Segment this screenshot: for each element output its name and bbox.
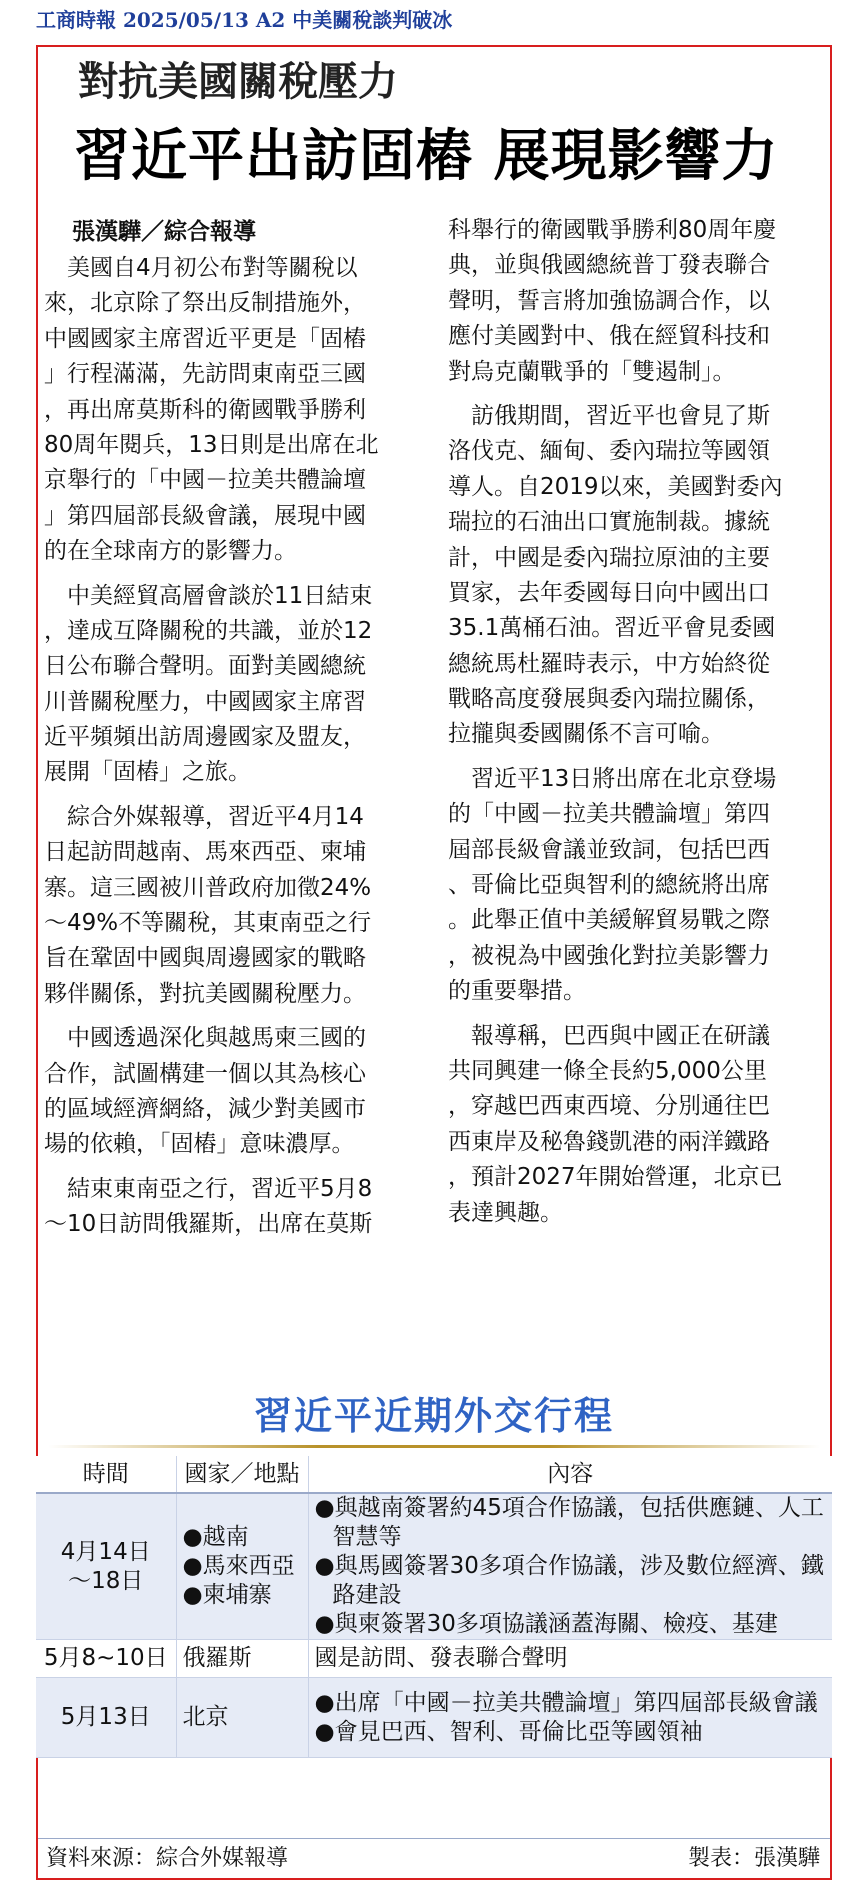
row-content	[308, 1493, 832, 1640]
place-item: 北京	[182, 1704, 229, 1730]
masthead: 工商時報 2025/05/13 A2 中美關稅談判破冰	[36, 8, 453, 32]
text-line: 日起訪問越南、馬來西亞、柬埔	[44, 839, 366, 866]
title-rule	[48, 1445, 820, 1448]
text-line: 表達興趣。	[448, 1199, 563, 1226]
kicker: 對抗美國關稅壓力	[78, 59, 398, 105]
text-line: 夥伴關係，對抗美國關稅壓力。	[44, 980, 366, 1007]
row-content	[308, 1640, 832, 1678]
paragraph	[44, 1021, 392, 1163]
paragraph-gap	[448, 1010, 796, 1019]
text-line: 合作，試圖構建一個以其為核心	[44, 1060, 366, 1087]
text-line: 旨在鞏固中國與周邊國家的戰略	[44, 945, 366, 972]
content-item: ●與柬簽署30多項協議涵蓋海關、檢疫、基建	[314, 1611, 778, 1637]
text-line: 中國透過深化與越馬柬三國的	[67, 1025, 366, 1052]
text-line: 買家，去年委國每日向中國出口	[448, 579, 770, 606]
content-item: ●會見巴西、智利、哥倫比亞等國領袖	[314, 1718, 703, 1745]
content-item: ●與馬國簽署30多項合作協議，涉及數位經濟、鐵路建設	[314, 1553, 824, 1608]
place-item: ●馬來西亞	[182, 1553, 295, 1579]
table-credit: 製表：張漢驊	[687, 1846, 820, 1871]
paragraph-gap	[448, 390, 796, 399]
date-text: 5月13日	[60, 1704, 151, 1730]
source-note: 資料來源：綜合外媒報導	[46, 1846, 289, 1871]
table-row	[36, 1678, 832, 1758]
text-line: 場的依賴，「固樁」意味濃厚。	[44, 1131, 355, 1158]
text-line: ，預計2027年開始營運，北京已	[448, 1164, 783, 1191]
text-line: 拉攏與委國關係不言可喻。	[448, 721, 724, 748]
paragraph	[448, 213, 796, 390]
text-line: 美國自4月初公布對等關稅以	[67, 255, 358, 281]
paragraph	[44, 579, 392, 791]
content-item: ●出席「中國－拉美共體論壇」第四屆部長級會議	[314, 1689, 818, 1716]
text-line: 川普關稅壓力，中國國家主席習	[44, 688, 366, 715]
paragraph-gap	[44, 1012, 392, 1021]
text-line: 來，北京除了祭出反制措施外，	[44, 290, 366, 317]
row-date	[36, 1678, 176, 1758]
paragraph	[448, 399, 796, 753]
text-line: 應付美國對中、俄在經貿科技和	[448, 323, 770, 350]
text-line: 寨。這三國被川普政府加徵24%	[44, 874, 372, 901]
paragraph	[44, 800, 392, 1012]
text-line: 」第四屆部長級會議，展現中國	[44, 502, 366, 529]
paragraph	[448, 1019, 796, 1231]
table-title: 習近平近期外交行程	[253, 1394, 614, 1438]
table-row	[36, 1640, 832, 1678]
text-line: 京舉行的「中國－拉美共體論壇	[44, 467, 366, 494]
text-line: 瑞拉的石油出口實施制裁。據統	[448, 509, 770, 536]
text-line: 對烏克蘭戰爭的「雙遏制」。	[448, 358, 736, 385]
footer-rule	[38, 1838, 830, 1839]
content-item: 國是訪問、發表聯合聲明	[314, 1645, 568, 1671]
text-line: 的「中國－拉美共體論壇」第四	[448, 801, 770, 828]
text-line: ～10日訪問俄羅斯，出席在莫斯	[44, 1211, 373, 1238]
text-line: 的在全球南方的影響力。	[44, 538, 297, 565]
text-line: 。此舉正值中美緩解貿易戰之際	[448, 907, 770, 934]
table-header-row	[36, 1456, 832, 1493]
byline: 張漢驊／綜合報導	[72, 219, 256, 245]
row-date	[36, 1493, 176, 1640]
header-time: 時間	[36, 1456, 176, 1493]
text-line: 展開「固樁」之旅。	[44, 759, 251, 786]
text-line: 洛伐克、緬甸、委內瑞拉等國領	[448, 438, 770, 465]
text-line: 聲明，誓言將加強協調合作，以	[448, 287, 770, 314]
paragraph	[448, 762, 796, 1010]
row-places	[176, 1493, 308, 1640]
row-places	[176, 1678, 308, 1758]
text-line: ，再出席莫斯科的衛國戰爭勝利	[44, 396, 366, 423]
content-item: ●與越南簽署約45項合作協議，包括供應鏈、人工智慧等	[314, 1495, 824, 1550]
paragraph	[44, 1172, 392, 1243]
place-item: ●柬埔寨	[182, 1582, 272, 1608]
text-line: 戰略高度發展與委內瑞拉關係，	[448, 686, 770, 713]
text-line: 中國國家主席習近平更是「固樁	[44, 325, 366, 352]
paragraph-gap	[44, 570, 392, 579]
text-line: 綜合外媒報導，習近平4月14	[67, 803, 364, 830]
text-line: 科舉行的衛國戰爭勝利80周年慶	[448, 217, 777, 243]
date-text: 4月14日	[60, 1538, 151, 1565]
row-date	[36, 1640, 176, 1678]
text-line: 結束東南亞之行，習近平5月8	[67, 1175, 373, 1202]
date-text: 5月8~10日	[43, 1645, 168, 1671]
paragraph-gap	[44, 791, 392, 800]
text-line: 訪俄期間，習近平也會見了斯	[471, 402, 770, 429]
row-content	[308, 1678, 832, 1758]
header-content: 內容	[308, 1456, 832, 1493]
text-line: 35.1萬桶石油。習近平會見委國	[448, 615, 776, 642]
text-line: 計，中國是委內瑞拉原油的主要	[448, 544, 770, 571]
paragraph	[44, 251, 392, 570]
text-line: ，達成互降關稅的共識，並於12	[44, 617, 373, 644]
text-line: 的區域經濟網絡，減少對美國市	[44, 1095, 366, 1122]
text-line: 導人。自2019以來，美國對委內	[448, 473, 783, 500]
text-line: 」行程滿滿，先訪問東南亞三國	[44, 361, 366, 388]
text-line: 的重要舉措。	[448, 978, 586, 1005]
text-line: ，穿越巴西東西境、分別通往巴	[448, 1093, 770, 1120]
place-item: 俄羅斯	[182, 1645, 252, 1671]
schedule-table	[36, 1456, 832, 1758]
date-text: ～18日	[68, 1567, 144, 1594]
text-line: 西東岸及秘魯錢凱港的兩洋鐵路	[448, 1128, 770, 1155]
article-column-left	[44, 251, 392, 1243]
text-line: 習近平13日將出席在北京登場	[471, 765, 777, 792]
table-row	[36, 1493, 832, 1640]
article-column-right	[448, 213, 796, 1231]
text-line: 80周年閱兵，13日則是出席在北	[44, 431, 379, 458]
paragraph-gap	[44, 1163, 392, 1172]
text-line: 、哥倫比亞與智利的總統將出席	[448, 872, 770, 899]
text-line: 總統馬杜羅時表示，中方始終從	[448, 650, 770, 677]
text-line: 中美經貿高層會談於11日結束	[67, 582, 373, 609]
text-line: 報導稱，巴西與中國正在研議	[471, 1022, 770, 1049]
place-item: ●越南	[182, 1524, 249, 1550]
text-line: 共同興建一條全長約5,000公里	[448, 1057, 767, 1084]
text-line: 近平頻頻出訪周邊國家及盟友，	[44, 724, 366, 751]
text-line: 日公布聯合聲明。面對美國總統	[44, 653, 366, 680]
text-line: 屆部長級會議並致詞，包括巴西	[448, 836, 770, 863]
headline: 習近平出訪固樁 展現影響力	[74, 124, 779, 189]
text-line: ～49%不等關稅，其東南亞之行	[44, 910, 372, 937]
paragraph-gap	[448, 753, 796, 762]
header-place: 國家／地點	[176, 1456, 308, 1493]
row-places	[176, 1640, 308, 1678]
text-line: 典，並與俄國總統普丁發表聯合	[448, 252, 770, 279]
text-line: ，被視為中國強化對拉美影響力	[448, 942, 770, 969]
